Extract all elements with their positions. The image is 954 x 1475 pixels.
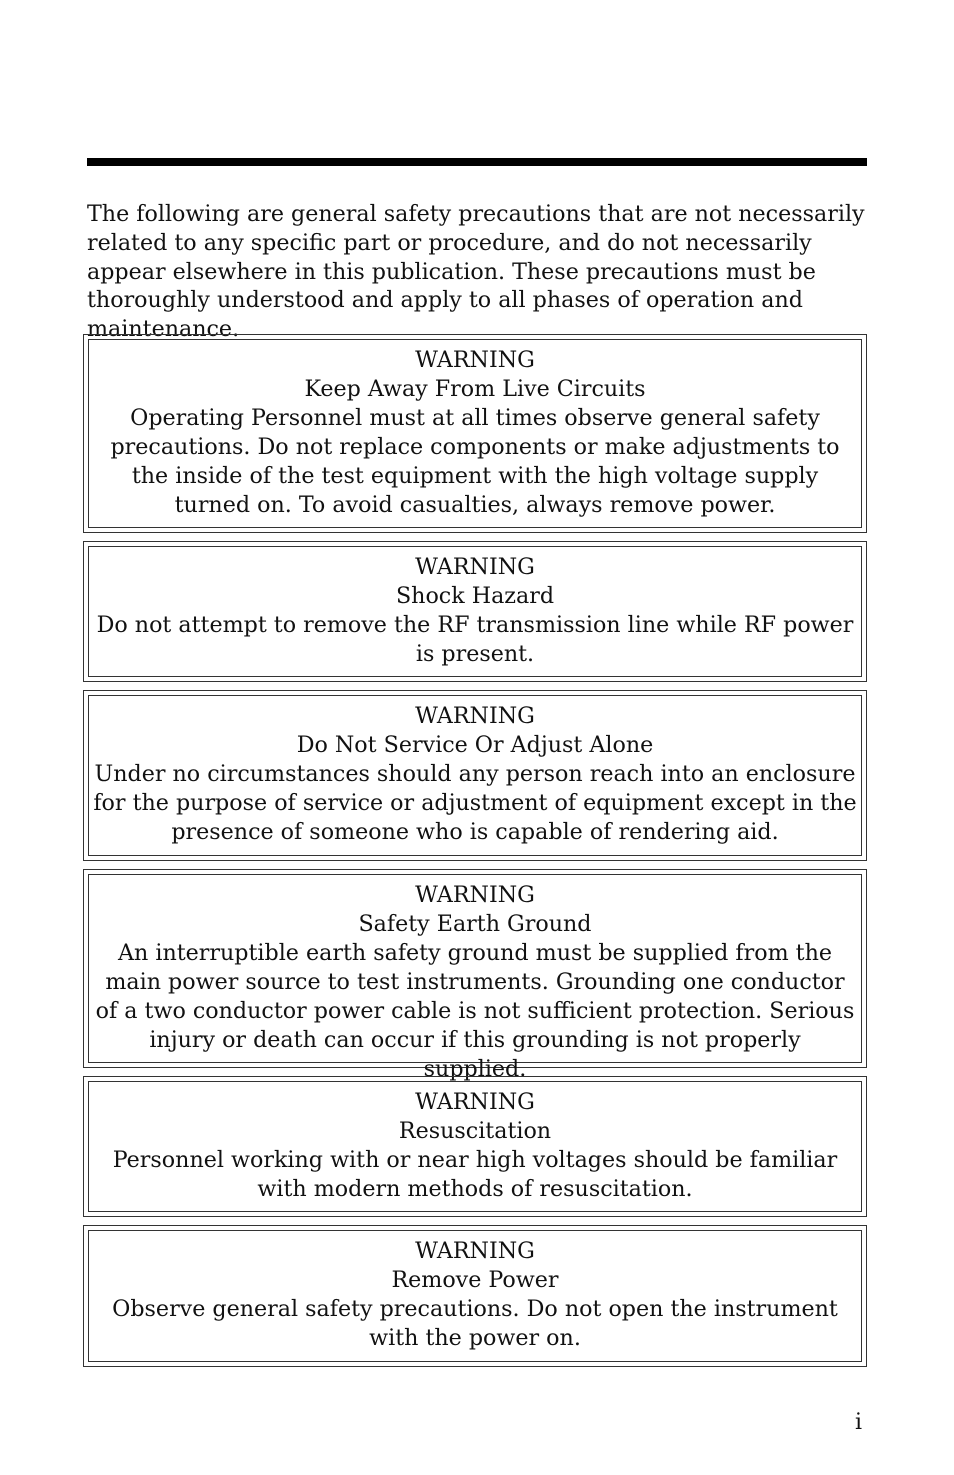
warning-body: Under no circumstances should any person reach into an enclosure for the purpose of service or adjustment of equipment except in the presence of someone who is capable of rendering aid. [93,761,857,845]
warning-body: Personnel working with or near high voltages should be familiar with modern methods of resuscitation. [112,1147,838,1202]
warning-title: Resuscitation [398,1118,552,1144]
warning-title: Remove Power [391,1267,559,1293]
warning-title: Do Not Service Or Adjust Alone [296,732,654,758]
warning-label: WARNING [415,554,535,580]
warning-box-shock-hazard [83,541,867,682]
warning-title: Keep Away From Live Circuits [304,376,646,402]
warning-box-resuscitation [83,1076,867,1217]
warning-box-inner [88,1230,862,1362]
warning-box-service-alone [83,690,867,861]
warning-box-inner [88,874,862,1082]
header-rule [87,158,867,166]
warning-body: An interruptible earth safety ground must be supplied from the main power source to test instruments. Grounding one conductor of a two conductor power cable is not sufficient protection. Serious injury or death can occur if this grounding is not properly supplied. [95,940,855,1082]
warning-body: Operating Personnel must at all times observe general safety precautions. Do not replace components or make adjustments to the inside of the test equipment with the high voltage supply turned on. To avoid casualties, always remove power. [110,405,840,518]
warning-label: WARNING [415,1089,535,1115]
warning-label: WARNING [415,347,535,373]
warning-body: Observe general safety precautions. Do not open the instrument with the power on. [112,1296,838,1351]
warning-box-inner [88,339,862,528]
warning-box-live-circuits [83,334,867,533]
warning-title: Safety Earth Ground [358,911,592,937]
warning-box-earth-ground [83,869,867,1082]
warning-box-inner [88,695,862,856]
warning-box-inner [88,1081,862,1212]
warning-label: WARNING [415,1238,535,1264]
warning-box-remove-power [83,1225,867,1367]
warning-box-inner [88,546,862,677]
warning-label: WARNING [415,882,535,908]
warning-label: WARNING [415,703,535,729]
warning-body: Do not attempt to remove the RF transmission line while RF power is present. [96,612,854,667]
warning-title: Shock Hazard [395,583,555,609]
page-number: i [855,1410,863,1435]
intro-paragraph: The following are general safety precautions that are not necessarily related to any specific part or procedure, and do not necessarily appear elsewhere in this publication. These precautions must be thoroughly understood and apply to all phases of operation and maintenance. [87,201,865,343]
